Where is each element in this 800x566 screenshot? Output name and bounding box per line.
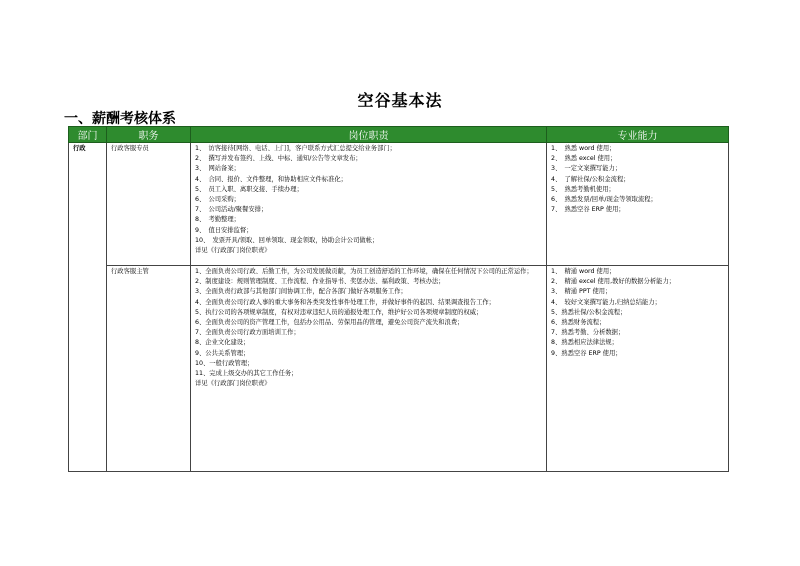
skill-item: 6、 熟悉发票/回单/现金等领取流程； bbox=[551, 196, 657, 204]
duties-cell bbox=[191, 143, 547, 266]
duty-item: 2、制度建设：规则管理制度、工作流程、作业指导书、奖惩办法、福利政策、考核办法； bbox=[195, 278, 445, 286]
skill-item: 2、 精通 excel 使用,教好的数据分析能力； bbox=[551, 278, 676, 286]
table-header-row bbox=[69, 127, 729, 143]
table-row bbox=[69, 143, 729, 266]
header-department: 部门 bbox=[69, 127, 107, 143]
duty-item: 3、全面负责行政部与其他部门间协调工作，配合各部门做好各项服务工作； bbox=[195, 288, 407, 296]
section-heading: 一、薪酬考核体系 bbox=[64, 111, 176, 127]
duties-table bbox=[68, 126, 729, 472]
skill-item: 4、 了解社保/公积金流程； bbox=[551, 175, 630, 183]
duty-reference: 详见《行政部门岗位职责》 bbox=[195, 247, 271, 255]
duty-item: 5、执行公司的各项规章制度，有权对违章违纪人员的通报处理工作，维护好公司各项规章制度的权威； bbox=[195, 308, 483, 316]
position-cell: 行政客服主管 bbox=[107, 266, 191, 472]
table-row bbox=[69, 266, 729, 472]
skill-item: 5、 熟悉考勤机使用； bbox=[551, 185, 615, 193]
skill-item: 3、 精通 PPT 使用； bbox=[551, 288, 612, 296]
duty-item: 10、 发票开具/领取、回单领取、现金领取，协助会计公司做帐； bbox=[195, 236, 379, 244]
skill-item: 1、 精通 word 使用； bbox=[551, 268, 616, 275]
header-position: 职务 bbox=[107, 127, 191, 143]
duty-item: 7、全面负责公司行政方面培训工作； bbox=[195, 329, 300, 337]
duty-reference: 详见《行政部门岗位职责》 bbox=[195, 380, 271, 388]
duty-item: 8、企业文化建设； bbox=[195, 339, 250, 347]
duty-item: 1、全面负责公司行政、后勤工作，为公司发展做贡献，为员工创造舒适的工作环境，确保在任何情况下公司的正常运作； bbox=[195, 268, 533, 275]
skill-item: 9、熟悉空谷 ERP 使用； bbox=[551, 349, 622, 357]
skill-item: 3、 一定文案撰写能力； bbox=[551, 165, 622, 173]
duties-cell bbox=[191, 266, 547, 472]
skill-item: 5、熟悉社保/公积金流程； bbox=[551, 308, 627, 316]
duty-item: 10、一般行政管理； bbox=[195, 359, 254, 367]
position-cell: 行政客服专员 bbox=[107, 143, 191, 266]
duty-item: 2、 撰写并发布签约、上线、中标、通知/公告等文章发布； bbox=[195, 155, 362, 163]
skills-cell bbox=[547, 266, 729, 472]
header-duties: 岗位职责 bbox=[191, 127, 547, 143]
skill-item: 7、 熟悉空谷 ERP 使用； bbox=[551, 206, 625, 214]
skill-item: 2、 熟悉 excel 使用； bbox=[551, 155, 617, 163]
department-cell: 行政 bbox=[69, 143, 107, 472]
skill-item: 6、熟悉财务流程； bbox=[551, 319, 606, 327]
duty-item: 6、全面负责公司的资产管理工作，包括办公用品、劳保用品的管理，避免公司资产流失和浪费； bbox=[195, 319, 464, 327]
duty-item: 5、 员工入职、离职交接、手续办理； bbox=[195, 185, 303, 193]
skill-item: 7、熟悉考勤、分析数据； bbox=[551, 329, 625, 337]
skill-item: 1、 熟悉 word 使用； bbox=[551, 145, 616, 152]
skills-cell bbox=[547, 143, 729, 266]
skill-item: 8、熟悉相应法律法规； bbox=[551, 339, 618, 347]
duty-item: 4、全面负责公司行政人事的重大事务和各类突发性事件处理工作，并做好事件的起因、结果调查报告工作； bbox=[195, 298, 495, 306]
duty-item: 3、 网站备案； bbox=[195, 165, 240, 173]
duty-item: 7、 公司活动/聚餐安排； bbox=[195, 206, 268, 214]
page-title: 空谷基本法 bbox=[357, 91, 443, 110]
duty-item: 9、公共关系管理； bbox=[195, 349, 250, 357]
duty-item: 8、 考勤整理； bbox=[195, 216, 240, 224]
header-skills: 专业能力 bbox=[547, 127, 729, 143]
duty-item: 9、 值日安排监督； bbox=[195, 226, 253, 234]
skill-item: 4、 较好文案撰写能力,归纳总结能力； bbox=[551, 298, 661, 306]
duty-item: 6、 公司采购； bbox=[195, 196, 240, 204]
duty-item: 1、 访客接待[网络、电话、上门]，客户联系方式汇总提交给业务部门； bbox=[195, 145, 396, 152]
duty-item: 4、 合同、报价、文件整理，和协助相应文件标准化； bbox=[195, 175, 347, 183]
duty-item: 11、完成上级交办的其它工作任务； bbox=[195, 370, 298, 378]
